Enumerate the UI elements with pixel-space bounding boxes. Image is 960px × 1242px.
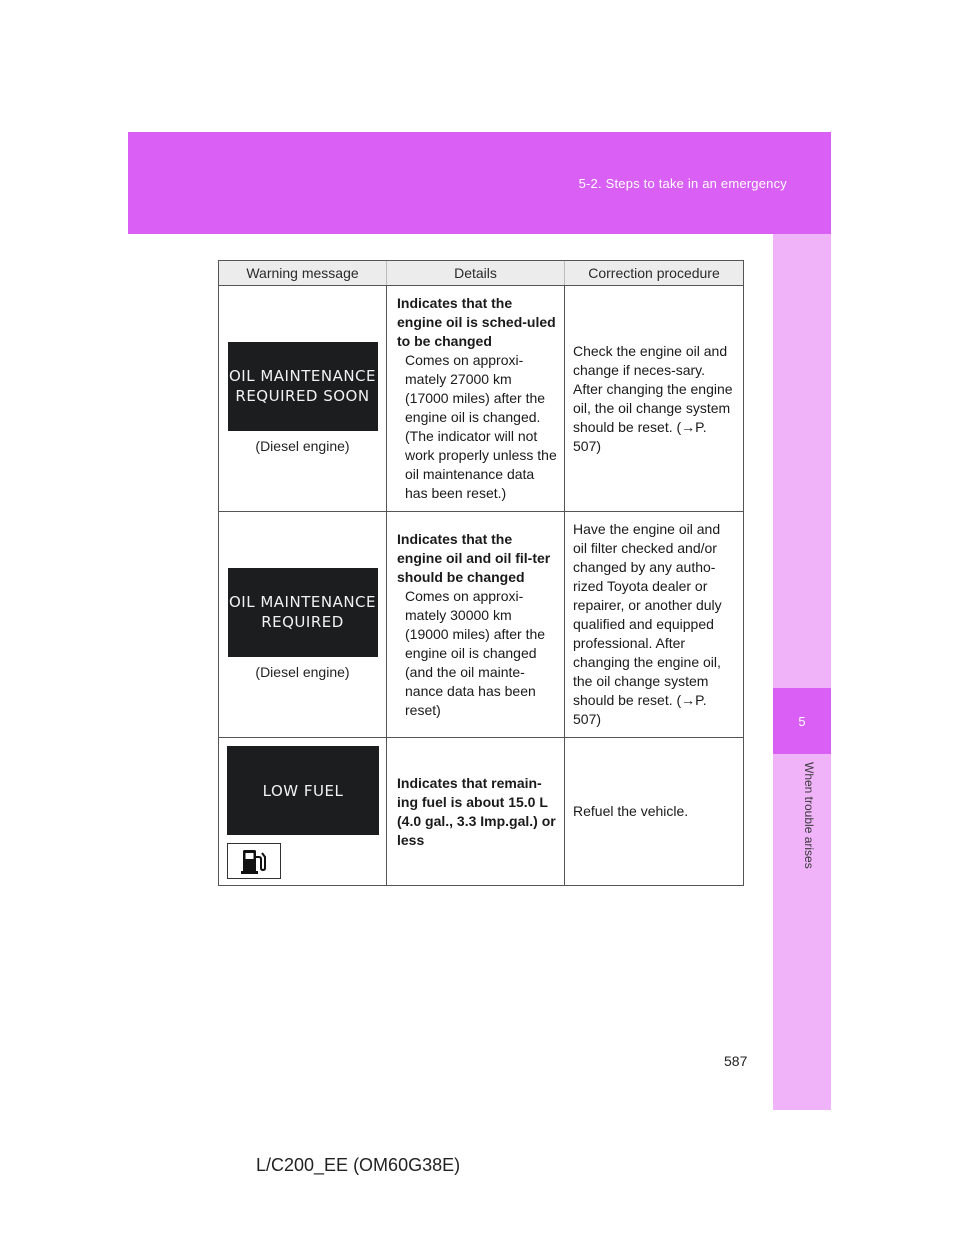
warning-message-cell: [219, 738, 387, 886]
details-summary: Indicates that the engine oil is sched-uled to be changed: [397, 295, 556, 349]
chapter-label: When trouble arises: [802, 762, 816, 869]
table-row: [219, 738, 744, 886]
details-cell: [387, 286, 565, 512]
oil-maintenance-soon-display: OIL MAINTENANCE REQUIRED SOON: [228, 342, 378, 431]
oil-maintenance-required-display: OIL MAINTENANCE REQUIRED: [228, 568, 378, 657]
header-details: Details: [387, 261, 565, 286]
section-title: 5-2. Steps to take in an emergency: [578, 176, 787, 191]
table-row: [219, 286, 744, 512]
engine-note: (Diesel engine): [255, 663, 350, 680]
chapter-side-tab: [773, 234, 831, 1110]
details-cell: [387, 738, 565, 886]
fuel-pump-icon: [227, 843, 281, 879]
details-summary: Indicates that the engine oil and oil fil-ter should be changed: [397, 530, 551, 585]
page-number: 587: [724, 1053, 748, 1069]
correction-cell: Check the engine oil and change if neces-sary. After changing the engine oil, the oil change system should be reset. (→P. 507): [565, 286, 744, 512]
table-header-row: [219, 261, 744, 286]
document-code: L/C200_EE (OM60G38E): [256, 1155, 461, 1175]
details-cell: [387, 512, 565, 738]
engine-note: (Diesel engine): [255, 437, 350, 454]
warning-message-cell: [219, 512, 387, 738]
table-row: [219, 512, 744, 738]
low-fuel-display: LOW FUEL: [227, 746, 379, 835]
warning-message-cell: [219, 286, 387, 512]
correction-cell: Have the engine oil and oil filter checked and/or changed by any autho-rized Toyota dealer or repairer, or another duly qualified and equipped professional. After changing the engine oil, the oil change system should be reset. (→P. 507): [565, 512, 744, 738]
correction-cell: Refuel the vehicle.: [565, 738, 744, 886]
header-correction-procedure: Correction procedure: [565, 261, 744, 286]
header-warning-message: Warning message: [219, 261, 387, 286]
warning-table: [218, 260, 744, 886]
chapter-number: 5: [773, 688, 831, 754]
details-body: Comes on approxi-mately 30000 km (19000 miles) after the engine oil is changed (and the oil mainte-nance data has been reset): [405, 587, 546, 718]
fuel-pump-icon-svg: [239, 847, 269, 875]
details-summary: Indicates that remain-ing fuel is about 15.0 L (4.0 gal., 3.3 Imp.gal.) or less: [397, 774, 556, 848]
header-band: [128, 132, 831, 234]
details-body: Comes on approxi-mately 27000 km (17000 miles) after the engine oil is changed. (The indicator will not work properly unless the oil maintenance data has been reset.): [405, 352, 557, 501]
